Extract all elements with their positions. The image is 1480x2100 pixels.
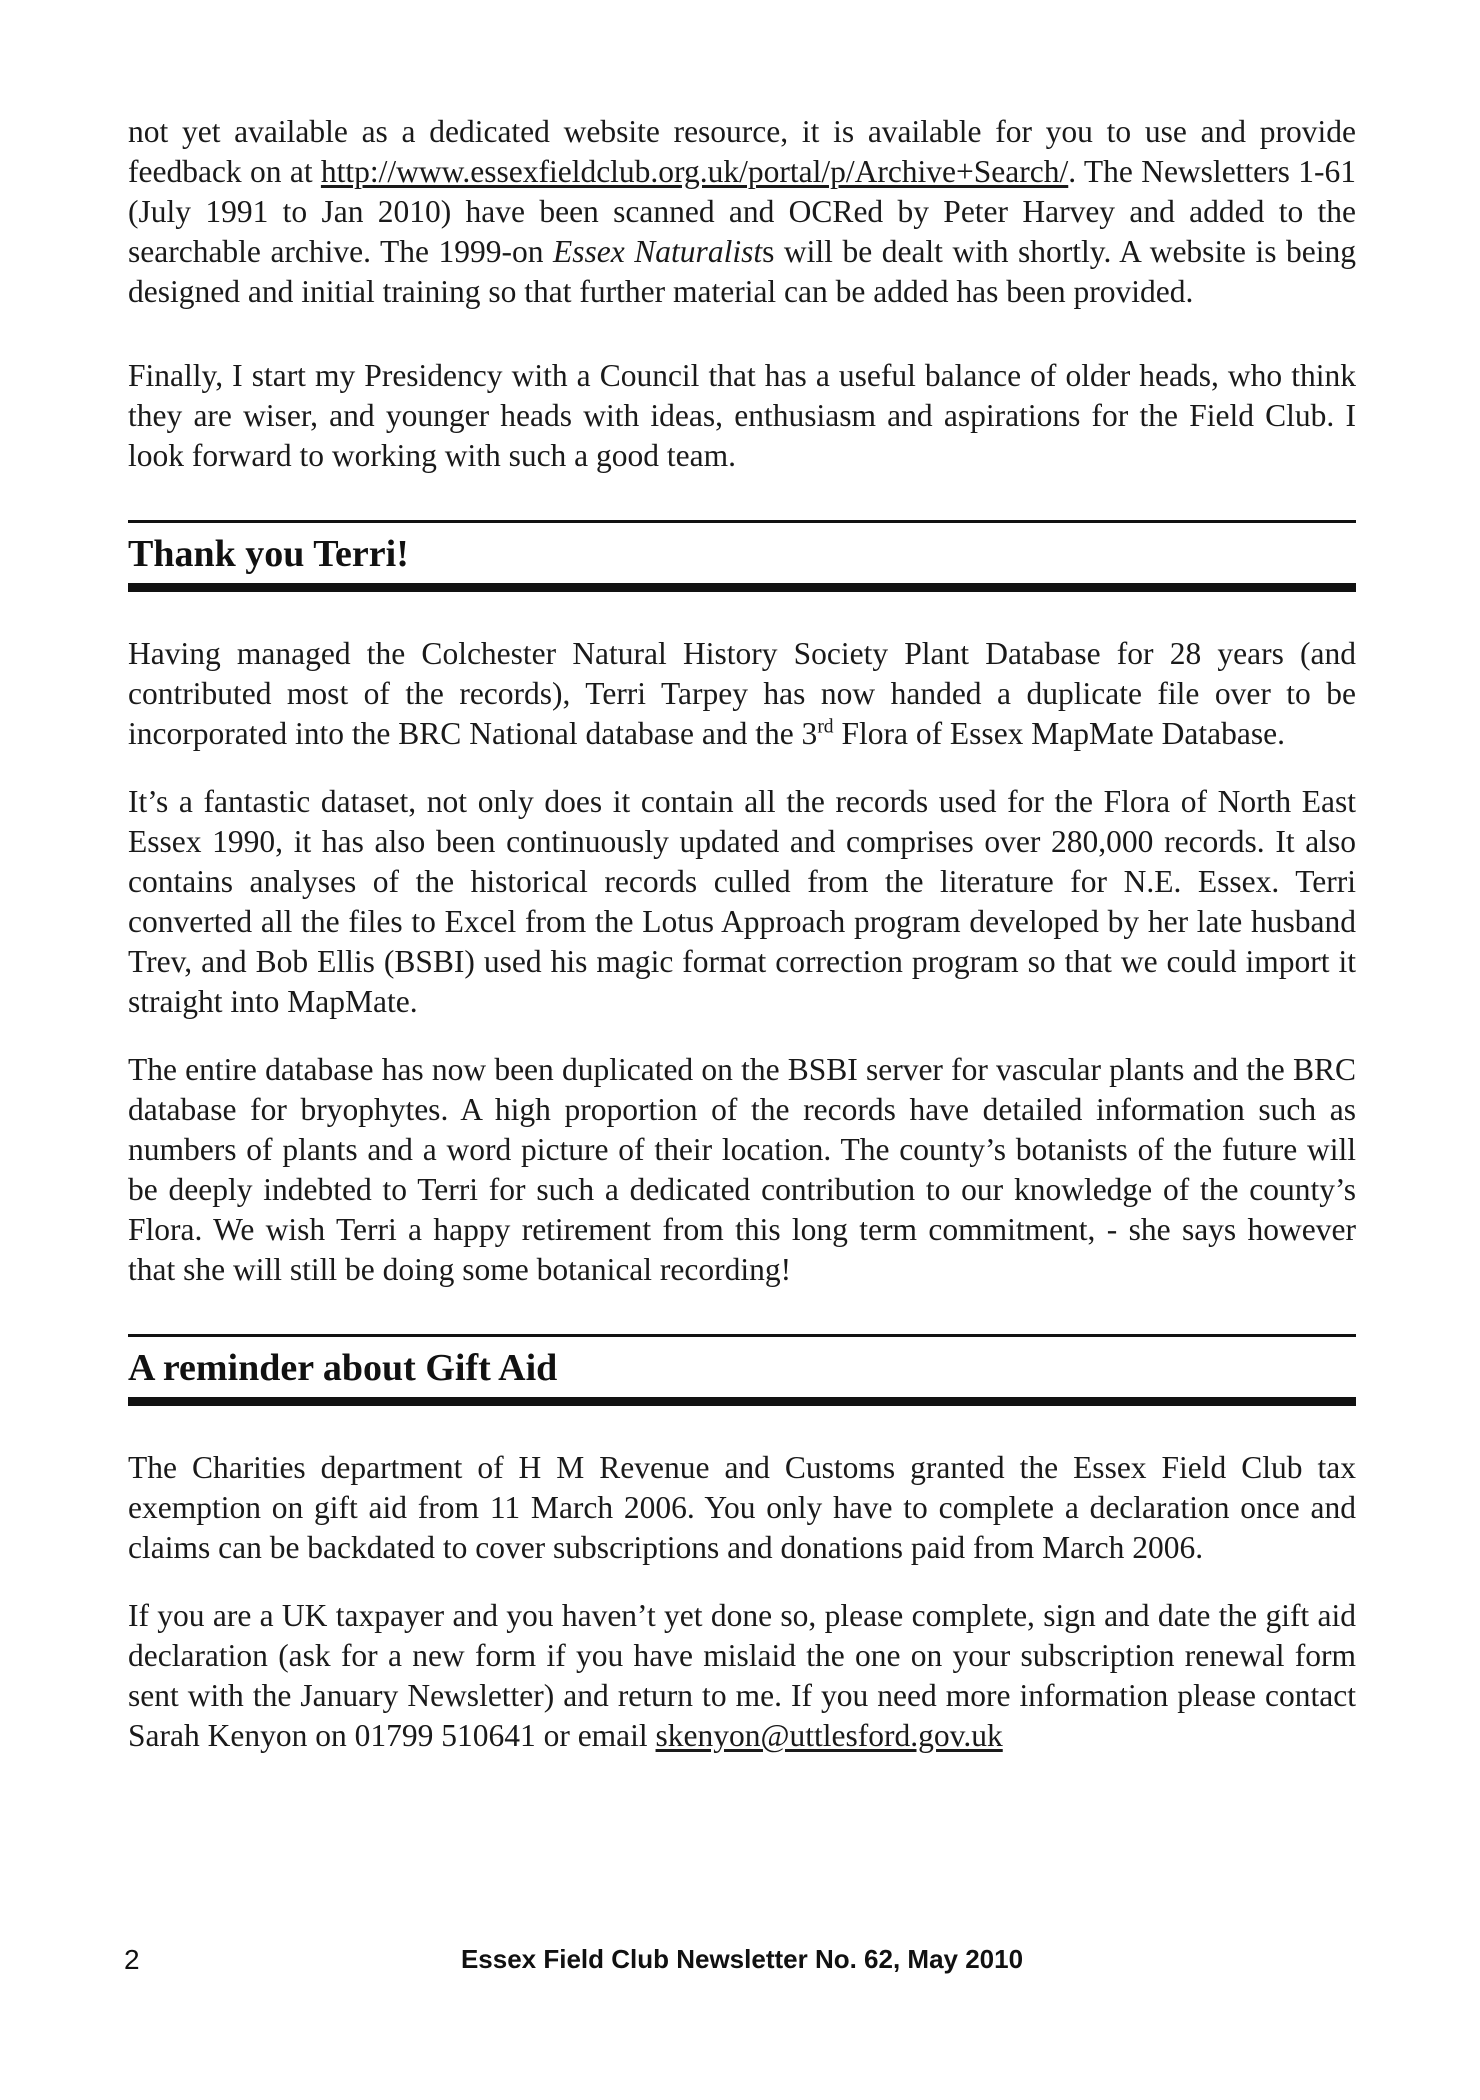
- section-thank-you-terri: [128, 520, 1356, 1290]
- giftaid-paragraph-2: [128, 1596, 1356, 1756]
- intro-text-a: not yet available as a dedicated website resource, it is available for you to use and provide feedback on at: [128, 114, 1356, 189]
- thanks-paragraph-1: [128, 634, 1356, 754]
- archive-search-link[interactable]: http://www.essexfieldclub.org.uk/portal/p/Archive+Search/: [320, 154, 1069, 189]
- section-rule-top: [128, 520, 1356, 523]
- page-footer: [124, 1944, 1360, 1984]
- ordinal-suffix: rd: [817, 716, 834, 738]
- thanks-paragraph-3: The entire database has now been duplicated on the BSBI server for vascular plants and the BRC database for bryophytes. A high proportion of the records have detailed information such as numbers of plants and a word picture of their location. The county’s botanists of the future will be deeply indebted to Terri for such a dedicated contribution to our knowledge of the county’s Flora. We wish Terri a happy retirement from this long term commitment, - she says however that she will still be doing some botanical recording!: [128, 1052, 1356, 1287]
- section-heading: A reminder about Gift Aid: [128, 1347, 558, 1389]
- thanks-paragraph-2: It’s a fantastic dataset, not only does it contain all the records used for the Flora of North East Essex 1990, it has also been continuously updated and comprises over 280,000 records. It also contains analyses of the historical records culled from the literature for N.E. Essex. Terri converted all the files to Excel from the Lotus Approach program developed by her late husband Trev, and Bob Ellis (BSBI) used his magic format correction program so that we could import it straight into MapMate.: [128, 784, 1356, 1019]
- section-rule-top: [128, 1334, 1356, 1337]
- giftaid-paragraph-1: The Charities department of H M Revenue and Customs granted the Essex Field Club tax exemption on gift aid from 11 March 2006. You only have to complete a declaration once and claims can be backdated to cover subscriptions and donations paid from March 2006.: [128, 1450, 1356, 1565]
- email-link[interactable]: skenyon@uttlesford.gov.uk: [655, 1718, 1003, 1753]
- newsletter-footer-title: Essex Field Club Newsletter No. 62, May 2010: [460, 1944, 1024, 1974]
- section-gift-aid: [128, 1334, 1356, 1756]
- page-number: 2: [124, 1944, 140, 1975]
- intro-paragraph-2: Finally, I start my Presidency with a Council that has a useful balance of older heads, who think they are wiser, and younger heads with ideas, enthusiasm and aspirations for the Field Club. I look forward to working with such a good team.: [128, 358, 1356, 473]
- thanks-text-a: Having managed the Colchester Natural History Society Plant Database for 28 years (and contributed most of the records), Terri Tarpey has now handed a duplicate file over to be incorporated into the BRC National database and the 3: [128, 636, 1356, 751]
- section-rule-bottom: [128, 583, 1356, 592]
- intro-text-b: . The Newsletters 1-61 (July 1991 to Jan 2010) have been scanned and OCRed by Peter Harvey and added to the searchable archive. The 1999-on: [128, 154, 1356, 269]
- essex-naturalist-title: Essex Naturalist: [553, 234, 763, 269]
- intro-paragraph-1: [128, 112, 1356, 312]
- thanks-text-b: Flora of Essex MapMate Database.: [833, 716, 1285, 751]
- page-content: [128, 112, 1356, 1756]
- giftaid-text: If you are a UK taxpayer and you haven’t yet done so, please complete, sign and date the gift aid declaration (ask for a new form if you have mislaid the one on your subscription renewal form sent with the January Newsletter) and return to me. If you need more information please contact Sarah Kenyon on 01799 510641 or email: [128, 1598, 1356, 1753]
- intro-text-c: s will be dealt with shortly. A website is being designed and initial training so that further material can be added has been provided.: [128, 234, 1357, 309]
- section-rule-bottom: [128, 1397, 1356, 1406]
- section-heading: Thank you Terri!: [128, 533, 409, 575]
